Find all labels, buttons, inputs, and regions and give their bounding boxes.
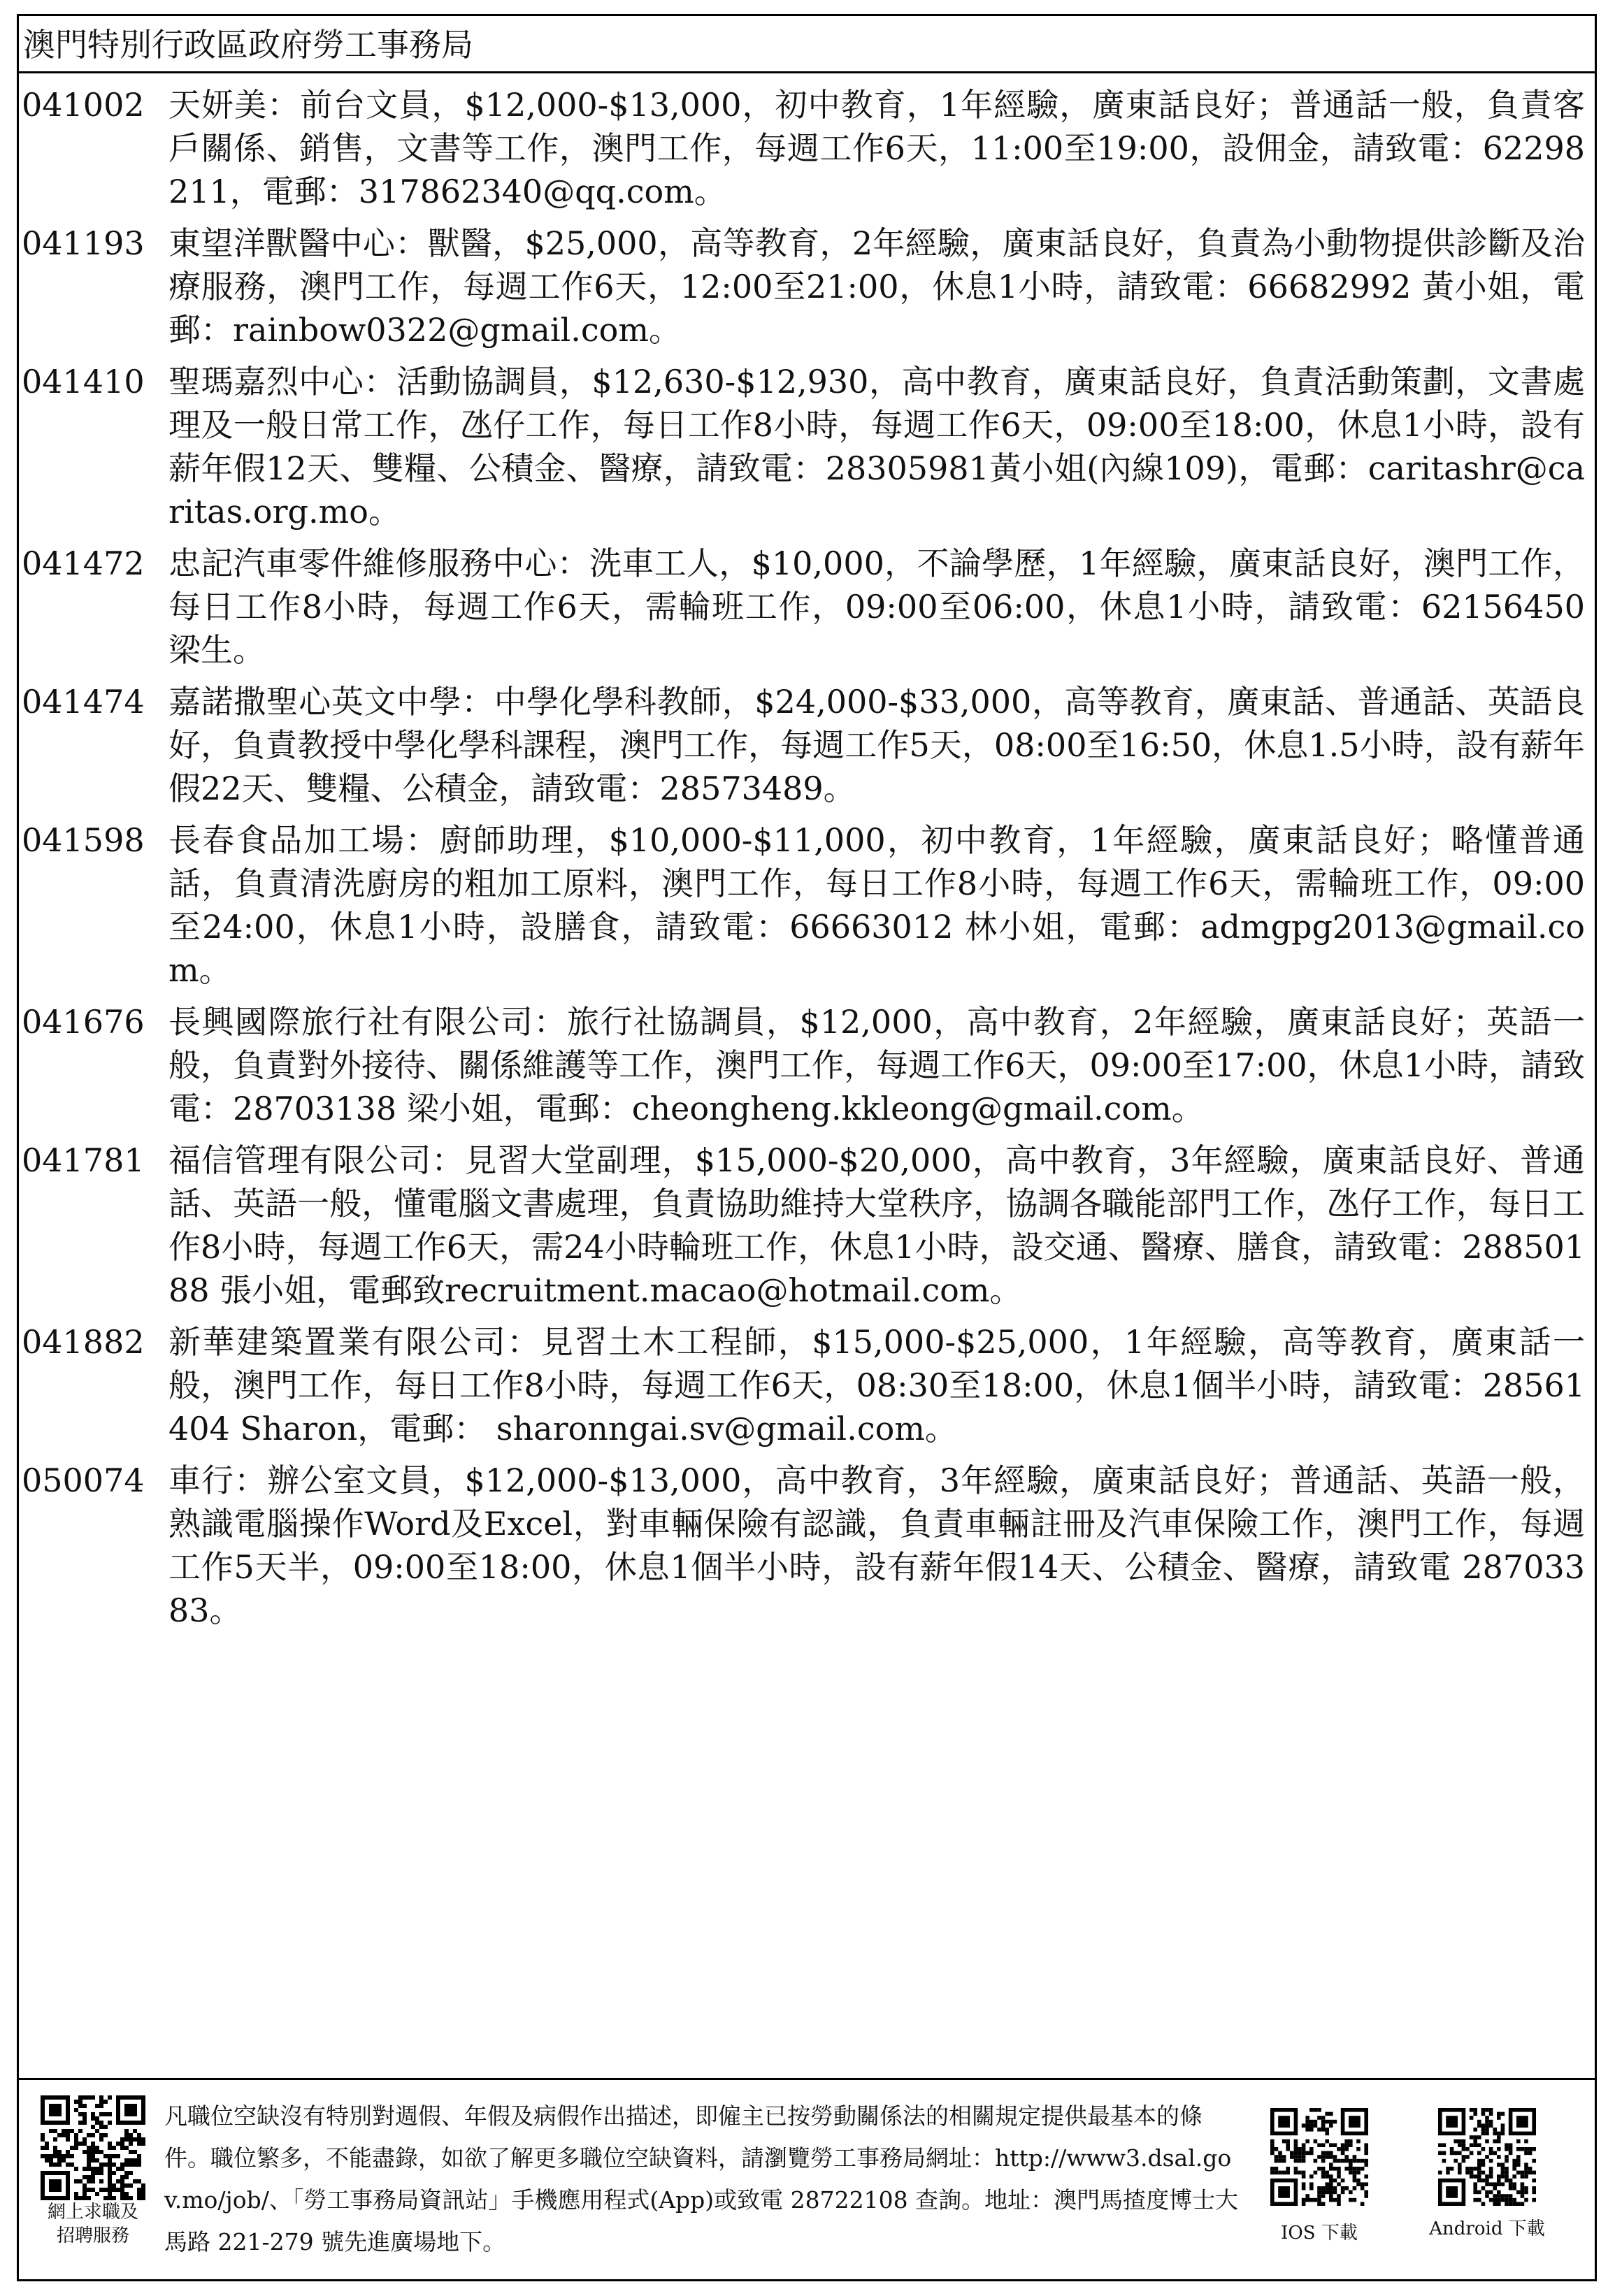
job-id: 041676	[22, 1003, 145, 1041]
qr-android-download[interactable]	[1417, 2108, 1557, 2241]
footer	[19, 2078, 1595, 2281]
job-description: 福信管理有限公司：見習大堂副理，$15,000-$20,000，高中教育，3年經驗，廣東話良好、普通話、英語一般，懂電腦文書處理，負責協助維持大堂秩序，協調各職能部門工作，氹仔工作，每日工作8小時，每週工作6天，需24小時輪班工作，休息1小時，設交通、醫療、膳食，請致電：28850188 張小姐，電郵致recruitment.macao@hotmail.com。	[168, 1141, 1585, 1309]
qr-code-icon	[1270, 2108, 1368, 2206]
qr-code-icon	[1438, 2108, 1536, 2206]
qr-code-icon	[41, 2095, 145, 2200]
job-id: 041410	[22, 363, 145, 400]
job-listing	[19, 1139, 1595, 1312]
job-listing	[19, 222, 1595, 352]
footer-note: 凡職位空缺沒有特別對週假、年假及病假作出描述，即僱主已按勞動關係法的相關規定提供最基本的條件。職位繁多，不能盡錄，如欲了解更多職位空缺資料，請瀏覽勞工事務局網址：http://www3.dsal.gov.mo/job/、「勞工事務局資訊站」手機應用程式(App)或致電 28722108 查詢。地址：澳門馬揸度博士大馬路 221-279 號先進廣場地下。	[164, 2102, 1239, 2255]
job-description: 新華建築置業有限公司：見習土木工程師，$15,000-$25,000，1年經驗，高等教育，廣東話一般，澳門工作，每日工作8小時，每週工作6天，08:30至18:00，休息1個半小時，請致電：28561404 Sharon，電郵： sharonngai.sv@gmail.com。	[168, 1323, 1585, 1447]
job-listing	[19, 542, 1595, 672]
job-listing	[19, 1459, 1595, 1632]
qr-android-caption: Android 下載	[1429, 2218, 1545, 2239]
job-description: 聖瑪嘉烈中心：活動協調員，$12,630-$12,930，高中教育，廣東話良好，負責活動策劃，文書處理及一般日常工作，氹仔工作，每日工作8小時，每週工作6天，09:00至18:00，休息1小時，設有薪年假12天、雙糧、公積金、醫療，請致電：28305981黃小姐(內線109)，電郵：caritashr@caritas.org.mo。	[168, 363, 1585, 530]
job-listing	[19, 1000, 1595, 1130]
job-listing	[19, 680, 1595, 810]
job-id: 041474	[22, 683, 145, 721]
job-id: 041472	[22, 544, 145, 582]
page-title: 澳門特別行政區政府勞工事務局	[19, 16, 1595, 73]
qr-online-service[interactable]	[33, 2095, 153, 2248]
qr-ios-download[interactable]	[1260, 2108, 1379, 2245]
job-listings	[19, 83, 1595, 1640]
job-description: 長興國際旅行社有限公司：旅行社協調員，$12,000，高中教育，2年經驗，廣東話良好；英語一般，負責對外接待、關係維護等工作，澳門工作，每週工作6天，09:00至17:00，休息1小時，請致電：28703138 梁小姐，電郵：cheongheng.kkleong@gmail.com。	[168, 1003, 1585, 1127]
job-description: 嘉諾撒聖心英文中學：中學化學科教師，$24,000-$33,000，高等教育，廣東話、普通話、英語良好，負責教授中學化學科課程，澳門工作，每週工作5天，08:00至16:50，休息1.5小時，設有薪年假22天、雙糧、公積金，請致電：28573489。	[168, 683, 1585, 807]
job-id: 041882	[22, 1323, 145, 1361]
job-id: 041193	[22, 224, 145, 262]
job-description: 忠記汽車零件維修服務中心：洗車工人，$10,000，不論學歷，1年經驗，廣東話良好，澳門工作，每日工作8小時，每週工作6天，需輪班工作，09:00至06:00，休息1小時，請致電：62156450 梁生。	[168, 544, 1585, 669]
job-listing	[19, 818, 1595, 992]
job-description: 東望洋獸醫中心：獸醫，$25,000，高等教育，2年經驗，廣東話良好，負責為小動物提供診斷及治療服務，澳門工作，每週工作6天，12:00至21:00，休息1小時，請致電：66682992 黃小姐，電郵：rainbow0322@gmail.com。	[168, 224, 1585, 349]
job-id: 050074	[22, 1461, 145, 1499]
job-listing	[19, 83, 1595, 213]
job-listing	[19, 360, 1595, 533]
document-frame	[17, 14, 1597, 2281]
qr-left-caption-1: 網上求職及	[47, 2202, 138, 2223]
qr-ios-caption: IOS 下載	[1281, 2223, 1358, 2244]
job-listing	[19, 1320, 1595, 1450]
job-description: 天妍美：前台文員，$12,000-$13,000，初中教育，1年經驗，廣東話良好；普通話一般，負責客戶關係、銷售，文書等工作，澳門工作，每週工作6天，11:00至19:00，設佣金，請致電：62298211，電郵：317862340@qq.com。	[168, 86, 1585, 210]
qr-left-caption-2: 招聘服務	[56, 2225, 129, 2246]
job-id: 041598	[22, 821, 145, 859]
job-id: 041781	[22, 1141, 145, 1179]
job-description: 車行：辦公室文員，$12,000-$13,000，高中教育，3年經驗，廣東話良好；普通話、英語一般，熟識電腦操作Word及Excel，對車輛保險有認識，負責車輛註冊及汽車保險工作，澳門工作，每週工作5天半，09:00至18:00，休息1個半小時，設有薪年假14天、公積金、醫療，請致電 28703383。	[168, 1461, 1585, 1629]
job-description: 長春食品加工場：廚師助理，$10,000-$11,000，初中教育，1年經驗，廣東話良好；略懂普通話，負責清洗廚房的粗加工原料，澳門工作，每日工作8小時，每週工作6天，需輪班工作，09:00至24:00，休息1小時，設膳食，請致電：66663012 林小姐，電郵：admgpg2013@gmail.com。	[168, 821, 1585, 989]
job-id: 041002	[22, 86, 145, 124]
